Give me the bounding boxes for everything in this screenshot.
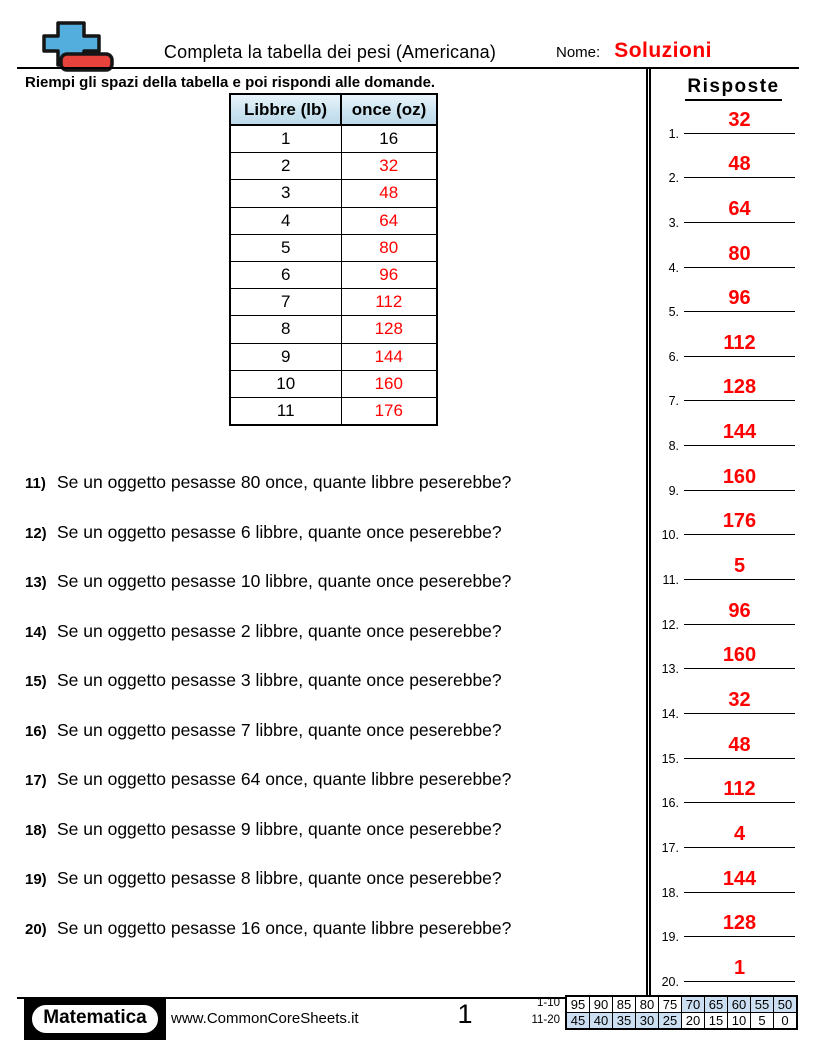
question-text: Se un oggetto pesasse 64 once, quante libbre peserebbe? [57,769,512,790]
pounds-cell: 6 [230,261,341,288]
answer-blank-line [684,511,795,535]
score-cell: 80 [636,996,659,1013]
question-number: 12) [25,524,47,542]
answer-value: 64 [728,197,751,220]
answer-blank-line [684,199,795,223]
score-cell: 90 [590,996,613,1013]
score-range-row2-label: 11-20 [531,1014,560,1026]
answer-number: 16. [661,796,679,811]
answers-panel [646,69,816,997]
answer-number: 14. [661,706,679,721]
score-cell: 85 [613,996,636,1013]
answer-number: 13. [661,662,679,677]
answer-value: 160 [722,644,757,667]
score-cell: 10 [728,1013,751,1030]
answer-row [651,96,816,141]
question-row [0,769,646,819]
answer-value: 4 [733,822,746,845]
name-area [556,39,712,63]
question-text: Se un oggetto pesasse 8 libbre, quante once peserebbe? [57,868,502,889]
answer-row [651,587,816,632]
answer-blank-line [684,779,795,803]
score-range-row1-label: 1-10 [536,997,560,1009]
pounds-cell: 3 [230,180,341,207]
answer-number: 17. [661,840,679,855]
question-number: 15) [25,673,47,691]
weights-table-row [230,234,437,261]
name-value: Soluzioni [614,39,713,62]
answer-value: 176 [722,510,757,533]
weights-table-row [230,125,437,153]
answer-row [651,141,816,186]
pounds-cell: 11 [230,397,341,425]
answer-value: 96 [728,599,751,622]
answer-number: 2. [668,171,679,186]
question-text: Se un oggetto pesasse 80 once, quante libbre peserebbe? [57,472,512,493]
score-cell: 25 [659,1013,682,1030]
answer-blank-line [684,556,795,580]
answer-number: 18. [661,885,679,900]
ounces-cell: 48 [341,180,437,207]
score-cell: 50 [774,996,798,1013]
weights-table-row [230,207,437,234]
answer-row [651,453,816,498]
answer-blank-line [684,244,795,268]
score-cell: 35 [613,1013,636,1030]
answer-row [651,498,816,543]
answer-number: 20. [661,974,679,989]
question-text: Se un oggetto pesasse 10 libbre, quante once peserebbe? [57,571,512,592]
question-number: 16) [25,722,47,740]
question-row [0,670,646,720]
pounds-cell: 4 [230,207,341,234]
answer-value: 32 [728,108,751,131]
question-text: Se un oggetto pesasse 7 libbre, quante once peserebbe? [57,719,502,740]
answer-row [651,855,816,900]
name-label: Nome: [556,44,601,61]
question-row [0,819,646,869]
answer-blank-line [684,377,795,401]
ounces-cell: 80 [341,234,437,261]
answer-row [651,542,816,587]
ounces-cell: 176 [341,397,437,425]
score-range-labels [514,995,560,1029]
answer-value: 160 [722,465,757,488]
weights-table-row [230,397,437,425]
weights-table-row [230,153,437,180]
question-number: 13) [25,574,47,592]
answer-value: 144 [722,867,757,890]
question-number: 18) [25,821,47,839]
question-row [0,918,646,968]
answer-blank-line [684,601,795,625]
score-cell: 60 [728,996,751,1013]
answer-number: 10. [661,528,679,543]
weights-table-header-cell: once (oz) [341,94,437,125]
score-cell: 55 [751,996,774,1013]
answers-panel-title: Risposte [685,76,781,101]
answer-number: 1. [668,126,679,141]
answer-blank-line [684,824,795,848]
question-text: Se un oggetto pesasse 3 libbre, quante once peserebbe? [57,670,502,691]
question-row [0,571,646,621]
answer-blank-line [684,110,795,134]
score-cell: 30 [636,1013,659,1030]
answer-number: 8. [668,439,679,454]
brand-name: Matematica [30,1003,160,1035]
answer-value: 96 [728,287,751,310]
weights-table-row [230,316,437,343]
pounds-cell: 10 [230,370,341,397]
question-text: Se un oggetto pesasse 9 libbre, quante once peserebbe? [57,818,502,839]
answer-number: 7. [668,394,679,409]
pounds-cell: 5 [230,234,341,261]
weights-table [229,93,438,426]
score-cell: 0 [774,1013,798,1030]
score-cell: 40 [590,1013,613,1030]
answer-number: 15. [661,751,679,766]
answer-row [651,319,816,364]
question-number: 17) [25,772,47,790]
answer-blank-line [684,288,795,312]
score-grid [565,995,798,1030]
answer-blank-line [684,467,795,491]
answer-row [651,721,816,766]
website-link: www.CommonCoreSheets.it [171,1010,359,1027]
answer-blank-line [684,735,795,759]
score-cell: 95 [566,996,590,1013]
answer-value: 128 [722,912,757,935]
ounces-cell: 32 [341,153,437,180]
answer-value: 48 [728,153,751,176]
pounds-cell: 9 [230,343,341,370]
answer-row [651,766,816,811]
answer-value: 128 [722,376,757,399]
pounds-cell: 7 [230,289,341,316]
weights-table-row [230,289,437,316]
answer-blank-line [684,690,795,714]
answer-value: 32 [728,688,751,711]
answer-row [651,364,816,409]
answer-blank-line [684,869,795,893]
pounds-cell: 1 [230,125,341,153]
answer-number: 19. [661,930,679,945]
answer-value: 48 [728,733,751,756]
answer-blank-line [684,958,795,982]
page-title: Completa la tabella dei pesi (Americana) [163,42,497,62]
answer-value: 80 [728,242,751,265]
worksheet-header [0,0,816,69]
question-row [0,720,646,770]
ounces-cell: 112 [341,289,437,316]
answer-number: 3. [668,215,679,230]
answer-blank-line [684,913,795,937]
score-cell: 70 [682,996,705,1013]
answer-value: 112 [723,331,756,354]
question-number: 14) [25,623,47,641]
answer-blank-line [684,333,795,357]
question-number: 20) [25,920,47,938]
ounces-cell: 144 [341,343,437,370]
answer-number: 12. [661,617,679,632]
answer-row [651,185,816,230]
answer-number: 4. [668,260,679,275]
answer-row [651,900,816,945]
pounds-cell: 8 [230,316,341,343]
answer-blank-line [684,154,795,178]
score-cell: 5 [751,1013,774,1030]
answer-blank-line [684,645,795,669]
weights-table-row [230,261,437,288]
question-row [0,522,646,572]
answer-number: 6. [668,349,679,364]
score-cell: 75 [659,996,682,1013]
question-row [0,472,646,522]
worksheet-footer [0,997,816,1056]
question-text: Se un oggetto pesasse 6 libbre, quante once peserebbe? [57,521,502,542]
score-cell: 20 [682,1013,705,1030]
question-number: 11) [25,475,46,493]
score-cell: 45 [566,1013,590,1030]
ounces-cell: 160 [341,370,437,397]
answer-row [651,944,816,989]
question-text: Se un oggetto pesasse 16 once, quante libbre peserebbe? [57,917,512,938]
answer-row [651,632,816,677]
instruction-text: Riempi gli spazi della tabella e poi rispondi alle domande. [25,74,436,91]
ounces-cell: 64 [341,207,437,234]
answer-row [651,810,816,855]
question-number: 19) [25,871,47,889]
weights-table-row [230,343,437,370]
plus-minus-logo-icon [42,21,114,73]
ounces-cell: 128 [341,316,437,343]
score-cell: 65 [705,996,728,1013]
answer-number: 11. [662,573,679,588]
weights-table-row [230,180,437,207]
answer-value: 1 [733,956,746,979]
weights-table-header-cell: Libbre (lb) [230,94,341,125]
answer-row [651,275,816,320]
answer-row [651,230,816,275]
pounds-cell: 2 [230,153,341,180]
question-text: Se un oggetto pesasse 2 libbre, quante once peserebbe? [57,620,502,641]
answer-number: 9. [668,483,679,498]
score-cell: 15 [705,1013,728,1030]
brand-badge [24,998,166,1040]
weights-table-row [230,370,437,397]
answer-row [651,408,816,453]
answer-value: 144 [722,421,757,444]
answer-value: 5 [733,555,746,578]
page-number: 1 [457,999,473,1029]
ounces-cell: 16 [341,125,437,153]
answer-value: 112 [723,778,756,801]
main-content [0,69,646,997]
answer-blank-line [684,422,795,446]
answer-number: 5. [668,305,679,320]
ounces-cell: 96 [341,261,437,288]
question-row [0,621,646,671]
answer-row [651,676,816,721]
question-row [0,868,646,918]
